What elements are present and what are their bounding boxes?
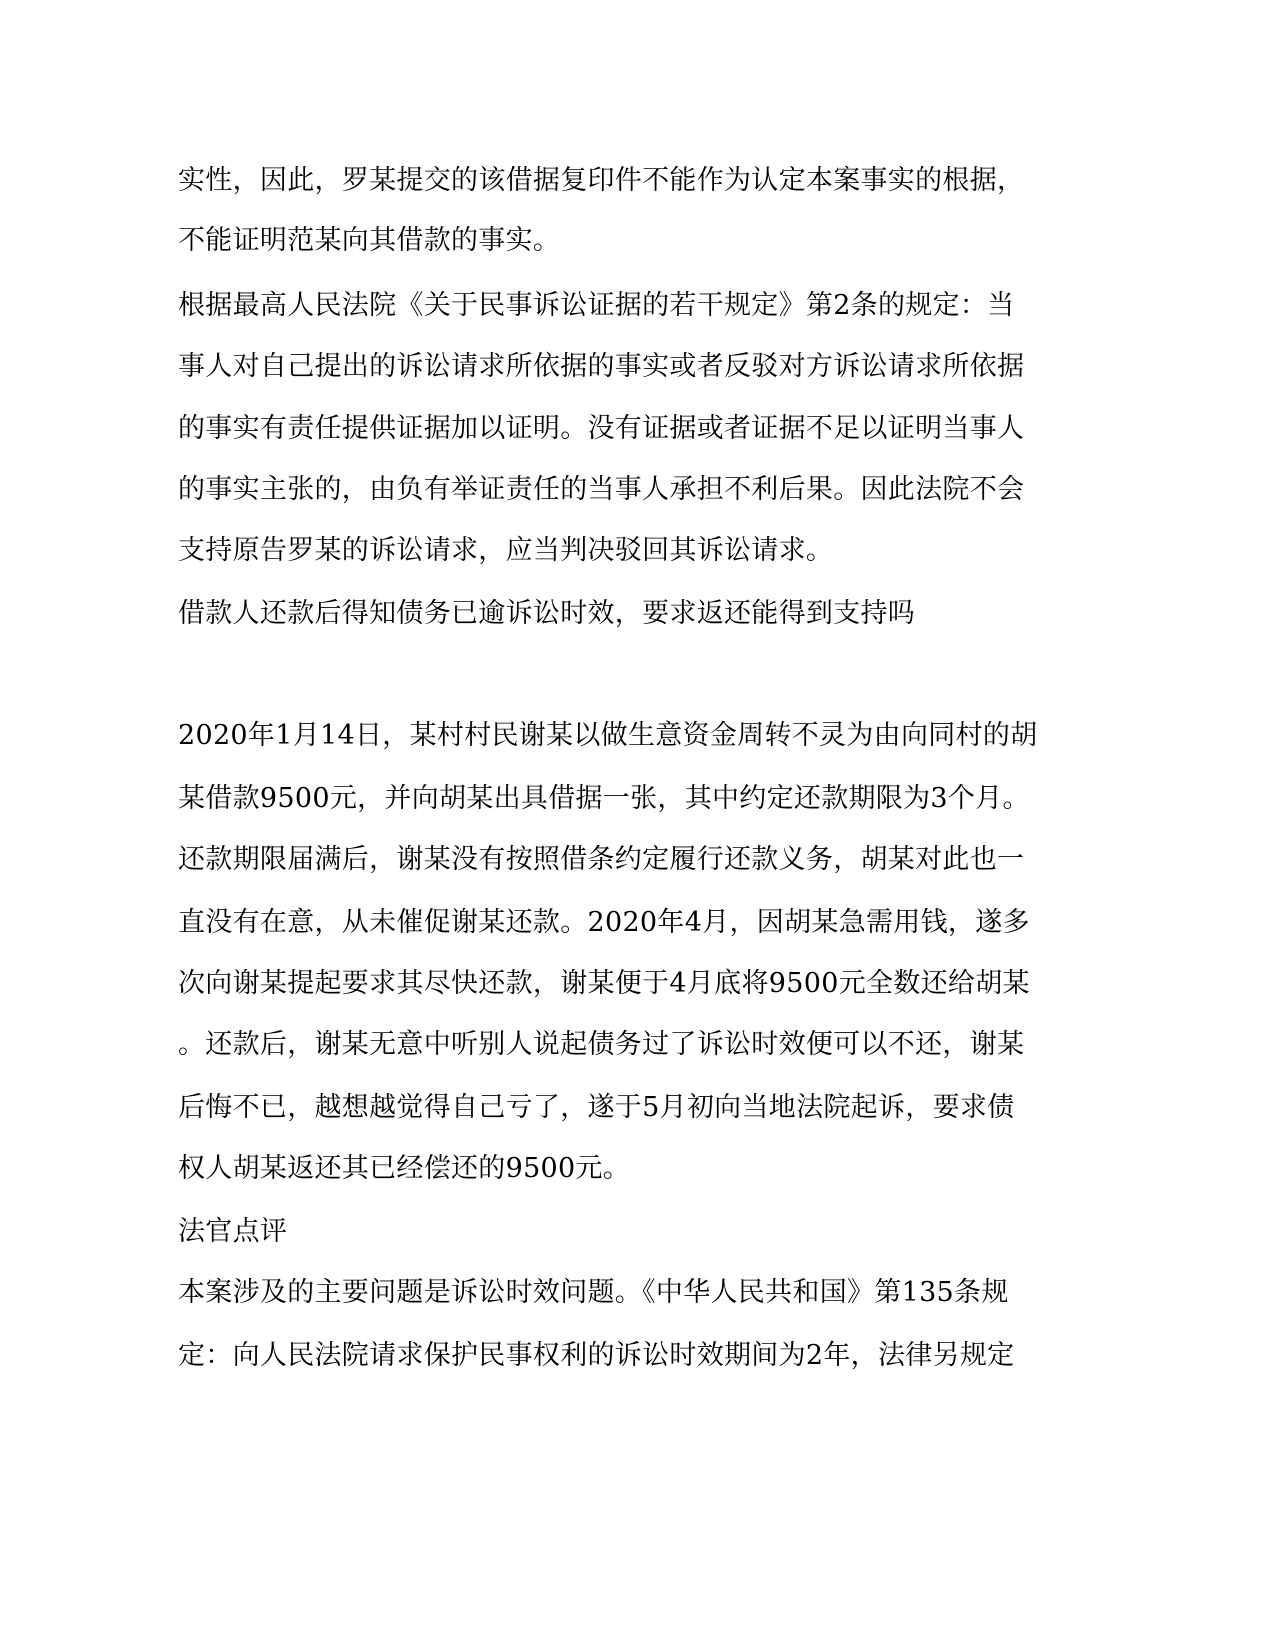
text-line: 2020年1月14日，某村村民谢某以做生意资金周转不灵为由向同村的胡 xyxy=(178,720,1038,751)
section-heading: 法官点评 xyxy=(178,1216,288,1247)
text-line: 的事实主张的，由负有举证责任的当事人承担不利后果。因此法院不会 xyxy=(178,474,1025,505)
text-line: 后悔不已，越想越觉得自己亏了，遂于5月初向当地法院起诉，要求债 xyxy=(178,1092,1015,1123)
text-line: 事人对自己提出的诉讼请求所依据的事实或者反驳对方诉讼请求所依据 xyxy=(178,351,1025,382)
text-line: 根据最高人民法院《关于民事诉讼证据的若干规定》第2条的规定：当 xyxy=(178,290,1015,321)
text-line: 次向谢某提起要求其尽快还款，谢某便于4月底将9500元全数还给胡某 xyxy=(178,968,1030,999)
text-line: 。还款后，谢某无意中听别人说起债务过了诉讼时效便可以不还，谢某 xyxy=(178,1029,1025,1060)
text-line: 定：向人民法院请求保护民事权利的诉讼时效期间为2年，法律另规定 xyxy=(178,1340,1015,1371)
text-line: 直没有在意，从未催促谢某还款。2020年4月，因胡某急需用钱，遂多 xyxy=(178,907,1030,938)
text-line: 权人胡某返还其已经偿还的9500元。 xyxy=(178,1153,631,1184)
text-line: 本案涉及的主要问题是诉讼时效问题。《中华人民共和国》第135条规 xyxy=(178,1277,1009,1308)
text-line: 某借款9500元，并向胡某出具借据一张，其中约定还款期限为3个月。 xyxy=(178,783,1030,814)
text-line: 还款期限届满后，谢某没有按照借条约定履行还款义务，胡某对此也一 xyxy=(178,844,1025,875)
section-heading: 借款人还款后得知债务已逾诉讼时效，要求返还能得到支持吗 xyxy=(178,598,916,629)
text-line: 实性，因此，罗某提交的该借据复印件不能作为认定本案事实的根据， xyxy=(178,165,1025,196)
text-line: 支持原告罗某的诉讼请求，应当判决驳回其诉讼请求。 xyxy=(178,535,834,566)
text-line: 的事实有责任提供证据加以证明。没有证据或者证据不足以证明当事人 xyxy=(178,413,1025,444)
text-line: 不能证明范某向其借款的事实。 xyxy=(178,225,561,256)
